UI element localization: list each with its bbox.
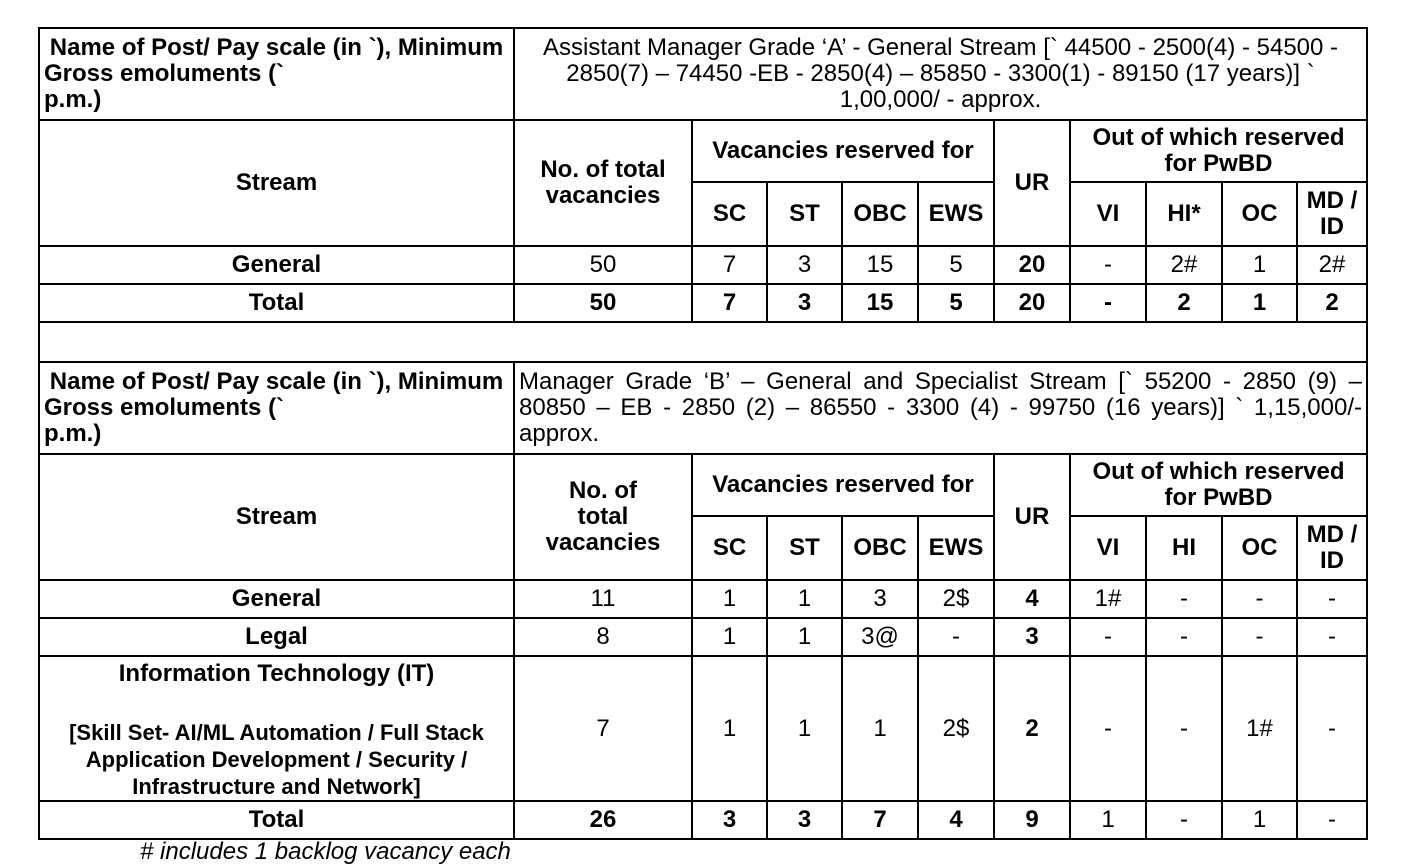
hi-cell: - <box>1146 580 1222 618</box>
hi-header: HI <box>1146 516 1222 580</box>
post-label-a: Name of Post/ Pay scale (in `), Minimum Gross emoluments (` p.m.) <box>39 28 514 120</box>
hi-cell: - <box>1146 618 1222 656</box>
obc-header: OBC <box>842 182 918 246</box>
st-cell: 1 <box>767 656 842 801</box>
sc-header: SC <box>692 516 767 580</box>
mdid-cell: - <box>1297 656 1367 801</box>
vi-cell: - <box>1070 618 1146 656</box>
spacer-cell <box>39 322 1367 362</box>
obc-cell: 15 <box>842 246 918 284</box>
ur-cell: 9 <box>994 801 1070 839</box>
post-row-a <box>39 28 1367 120</box>
stream-cell <box>39 656 514 801</box>
ur-header: UR <box>994 120 1070 246</box>
hi-header: HI* <box>1146 182 1222 246</box>
hi-cell: 2 <box>1146 284 1222 322</box>
ur-cell: 20 <box>994 246 1070 284</box>
total-cell: 7 <box>514 656 692 801</box>
total-cell: 50 <box>514 284 692 322</box>
table-row <box>39 580 1367 618</box>
total-row <box>39 284 1367 322</box>
ews-cell: 2$ <box>918 580 994 618</box>
pwbd-header: Out of which reserved for PwBD <box>1070 454 1367 516</box>
total-cell: 26 <box>514 801 692 839</box>
ur-header: UR <box>994 454 1070 580</box>
stream-cell: General <box>39 580 514 618</box>
post-description-a: Assistant Manager Grade ‘A’ - General Stream [` 44500 - 2500(4) - 54500 - 2850(7) – 74450 -EB - 2850(4) – 85850 - 3300(1) - 89150 (17 years)] ` 1,00,000/ - approx. <box>514 28 1367 120</box>
sc-cell: 1 <box>692 580 767 618</box>
vi-cell: - <box>1070 246 1146 284</box>
ews-header: EWS <box>918 516 994 580</box>
mdid-cell: 2 <box>1297 284 1367 322</box>
mdid-header: MD / ID <box>1297 516 1367 580</box>
oc-cell: 1 <box>1222 284 1297 322</box>
st-cell: 3 <box>767 284 842 322</box>
st-cell: 1 <box>767 618 842 656</box>
hi-cell: - <box>1146 801 1222 839</box>
ur-cell: 20 <box>994 284 1070 322</box>
sc-cell: 7 <box>692 246 767 284</box>
st-cell: 1 <box>767 580 842 618</box>
oc-header: OC <box>1222 516 1297 580</box>
total-vacancies-header: No. of total vacancies <box>514 120 692 246</box>
vi-cell: 1 <box>1070 801 1146 839</box>
vi-cell: 1# <box>1070 580 1146 618</box>
post-row-b <box>39 362 1367 454</box>
vacancies-reserved-header: Vacancies reserved for <box>692 454 994 516</box>
mdid-cell: - <box>1297 618 1367 656</box>
stream-header: Stream <box>39 454 514 580</box>
oc-header: OC <box>1222 182 1297 246</box>
ur-cell: 2 <box>994 656 1070 801</box>
oc-cell: - <box>1222 580 1297 618</box>
sc-cell: 1 <box>692 656 767 801</box>
stream-header: Stream <box>39 120 514 246</box>
obc-cell: 3 <box>842 580 918 618</box>
post-description-b: Manager Grade ‘B’ – General and Specialist Stream [` 55200 - 2850 (9) – 80850 – EB - 2850 (2) – 86550 - 3300 (4) - 99750 (16 years)] ` 1,15,000/- approx. <box>514 362 1367 454</box>
stream-cell: Total <box>39 284 514 322</box>
sc-cell: 3 <box>692 801 767 839</box>
ews-header: EWS <box>918 182 994 246</box>
obc-cell: 1 <box>842 656 918 801</box>
sc-cell: 1 <box>692 618 767 656</box>
post-label-b: Name of Post/ Pay scale (in `), Minimum Gross emoluments (` p.m.) <box>39 362 514 454</box>
vacancies-reserved-header: Vacancies reserved for <box>692 120 994 182</box>
hi-cell: - <box>1146 656 1222 801</box>
vi-header: VI <box>1070 182 1146 246</box>
obc-cell: 7 <box>842 801 918 839</box>
stream-skill-set: [Skill Set- AI/ML Automation / Full Stack Application Development / Security / Infrastructure and Network] <box>69 720 484 799</box>
mdid-cell: 2# <box>1297 246 1367 284</box>
st-cell: 3 <box>767 801 842 839</box>
stream-cell: Legal <box>39 618 514 656</box>
mdid-cell: - <box>1297 580 1367 618</box>
sc-cell: 7 <box>692 284 767 322</box>
oc-cell: 1# <box>1222 656 1297 801</box>
ur-cell: 4 <box>994 580 1070 618</box>
obc-header: OBC <box>842 516 918 580</box>
table-row <box>39 656 1367 801</box>
header-row-b <box>39 454 1367 516</box>
st-cell: 3 <box>767 246 842 284</box>
mdid-cell: - <box>1297 801 1367 839</box>
total-row <box>39 801 1367 839</box>
stream-cell: General <box>39 246 514 284</box>
total-cell: 8 <box>514 618 692 656</box>
ews-cell: 2$ <box>918 656 994 801</box>
header-row-a <box>39 120 1367 182</box>
stream-cell: Total <box>39 801 514 839</box>
oc-cell: 1 <box>1222 801 1297 839</box>
vi-cell: - <box>1070 656 1146 801</box>
oc-cell: 1 <box>1222 246 1297 284</box>
section-spacer <box>39 322 1367 362</box>
obc-cell: 15 <box>842 284 918 322</box>
st-header: ST <box>767 516 842 580</box>
total-vacancies-header: No. of total vacancies <box>514 454 692 580</box>
ews-cell: 5 <box>918 246 994 284</box>
sc-header: SC <box>692 182 767 246</box>
ews-cell: 4 <box>918 801 994 839</box>
stream-title: Information Technology (IT) <box>118 660 435 687</box>
ur-cell: 3 <box>994 618 1070 656</box>
table-row <box>39 618 1367 656</box>
ews-cell: - <box>918 618 994 656</box>
vi-header: VI <box>1070 516 1146 580</box>
vacancy-table <box>38 27 1368 840</box>
hi-cell: 2# <box>1146 246 1222 284</box>
table-row <box>39 246 1367 284</box>
st-header: ST <box>767 182 842 246</box>
pwbd-header: Out of which reserved for PwBD <box>1070 120 1367 182</box>
obc-cell: 3@ <box>842 618 918 656</box>
total-cell: 11 <box>514 580 692 618</box>
mdid-header: MD / ID <box>1297 182 1367 246</box>
vi-cell: - <box>1070 284 1146 322</box>
total-cell: 50 <box>514 246 692 284</box>
oc-cell: - <box>1222 618 1297 656</box>
footnote: # includes 1 backlog vacancy each <box>140 838 511 865</box>
ews-cell: 5 <box>918 284 994 322</box>
